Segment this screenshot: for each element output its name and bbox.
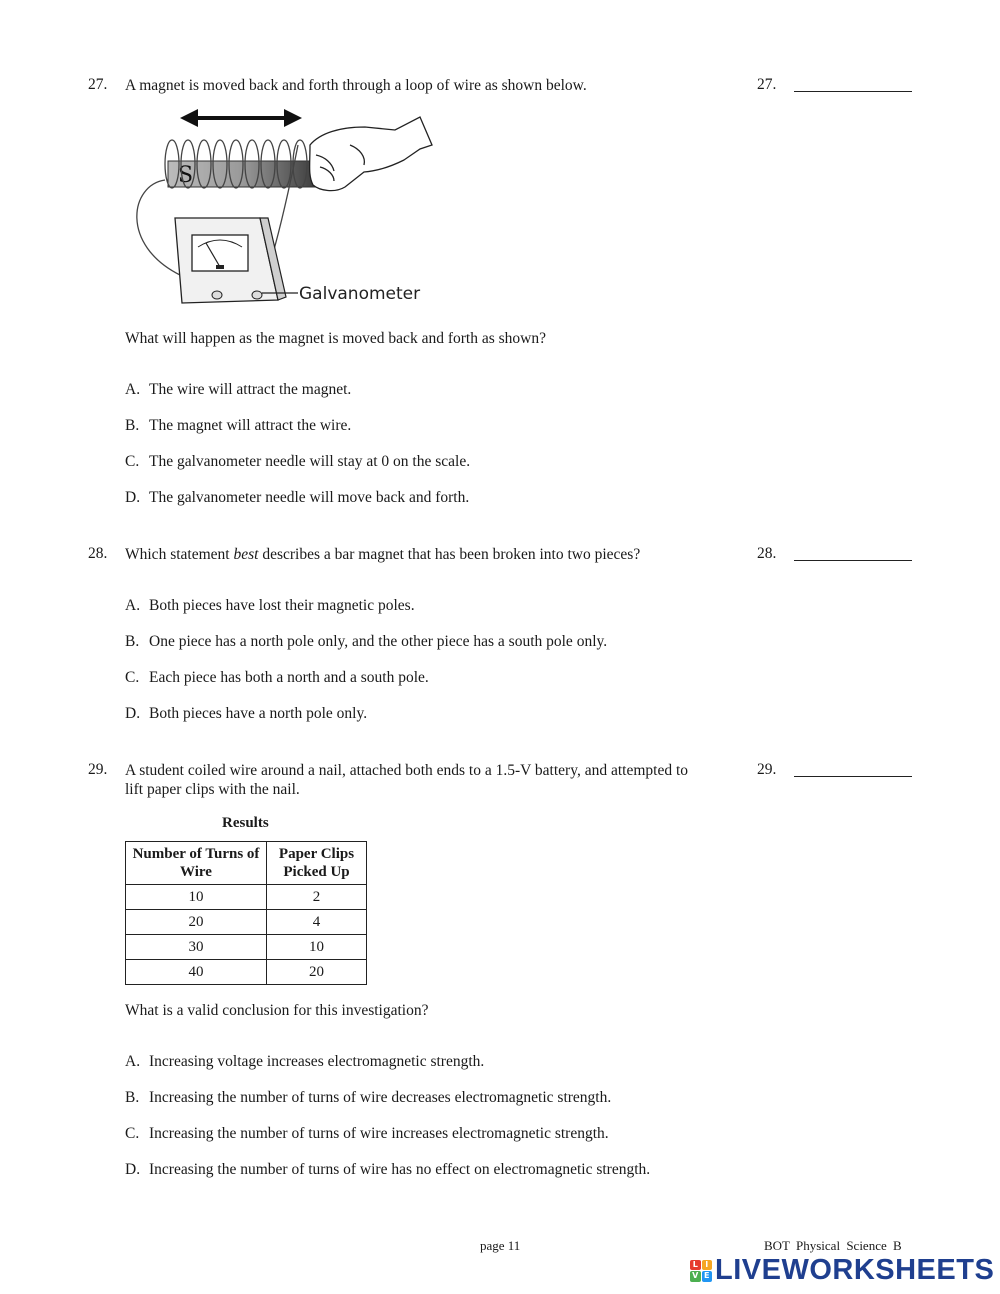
question-27-choice-c[interactable] bbox=[125, 453, 470, 471]
header-turns: Number of Turns of Wire bbox=[126, 842, 267, 885]
choice-letter: B. bbox=[125, 417, 140, 434]
book-title: BOT Physical Science B bbox=[764, 1238, 902, 1253]
hand-icon bbox=[310, 117, 432, 191]
question-29-choice-c[interactable] bbox=[125, 1125, 609, 1143]
choice-letter: A. bbox=[125, 381, 141, 398]
answer-28-blank[interactable] bbox=[794, 546, 912, 561]
answer-27-blank[interactable] bbox=[794, 77, 912, 92]
question-27-number: 27. bbox=[88, 76, 108, 93]
cell-turns: 10 bbox=[126, 885, 267, 910]
logo-tile: L bbox=[690, 1260, 701, 1271]
choice-letter: D. bbox=[125, 1161, 141, 1178]
choice-letter: C. bbox=[125, 1125, 140, 1142]
table-row bbox=[126, 910, 367, 935]
choice-text: Increasing the number of turns of wire has no effect on electromagnetic strength. bbox=[149, 1161, 651, 1178]
magnet-label: S bbox=[178, 163, 194, 188]
question-29-text: A student coiled wire around a nail, attached both ends to a 1.5-V battery, and attempted to lift paper clips with the nail. bbox=[125, 762, 689, 798]
question-28-text-before: Which statement bbox=[125, 546, 234, 563]
answer-28-number: 28. bbox=[757, 545, 777, 562]
liveworksheets-logo-icon bbox=[690, 1260, 712, 1282]
question-28-text bbox=[125, 545, 725, 564]
question-28-text-after: describes a bar magnet that has been broken into two pieces? bbox=[258, 546, 641, 563]
double-arrow-icon bbox=[180, 109, 302, 127]
choice-text: The galvanometer needle will move back and forth. bbox=[149, 489, 470, 506]
choice-letter: D. bbox=[125, 489, 141, 506]
logo-tile: I bbox=[702, 1260, 713, 1271]
question-29-prompt: What is a valid conclusion for this investigation? bbox=[125, 1002, 429, 1019]
choice-letter: B. bbox=[125, 1089, 140, 1106]
liveworksheets-logo[interactable] bbox=[690, 1254, 994, 1287]
cell-clips: 2 bbox=[267, 885, 367, 910]
choice-text: The magnet will attract the wire. bbox=[149, 417, 352, 434]
question-28-text-emphasis: best bbox=[233, 546, 259, 563]
cell-turns: 20 bbox=[126, 910, 267, 935]
choice-letter: A. bbox=[125, 1053, 141, 1070]
choice-letter: B. bbox=[125, 633, 140, 650]
choice-text: Both pieces have a north pole only. bbox=[149, 705, 368, 722]
answer-29-blank[interactable] bbox=[794, 762, 912, 777]
question-28-choice-c[interactable] bbox=[125, 669, 429, 687]
question-28-choice-a[interactable] bbox=[125, 597, 415, 615]
question-27-prompt: What will happen as the magnet is moved back and forth as shown? bbox=[125, 330, 546, 347]
choice-text: Both pieces have lost their magnetic poles. bbox=[149, 597, 415, 614]
choice-text: Increasing the number of turns of wire decreases electromagnetic strength. bbox=[149, 1089, 612, 1106]
cell-clips: 10 bbox=[267, 935, 367, 960]
choice-text: The galvanometer needle will stay at 0 on the scale. bbox=[149, 453, 471, 470]
logo-tile: E bbox=[702, 1271, 713, 1282]
coil-diagram bbox=[120, 105, 440, 310]
table-row bbox=[126, 885, 367, 910]
question-27-choice-a[interactable] bbox=[125, 381, 351, 399]
question-27-text: A magnet is moved back and forth through a loop of wire as shown below. bbox=[125, 77, 587, 94]
question-29-number: 29. bbox=[88, 761, 108, 778]
choice-letter: C. bbox=[125, 669, 140, 686]
choice-text: Increasing the number of turns of wire increases electromagnetic strength. bbox=[149, 1125, 609, 1142]
answer-29-number: 29. bbox=[757, 761, 777, 778]
cell-clips: 4 bbox=[267, 910, 367, 935]
question-28-choice-d[interactable] bbox=[125, 705, 367, 723]
question-28-choice-b[interactable] bbox=[125, 633, 607, 651]
choice-text: Increasing voltage increases electromagnetic strength. bbox=[149, 1053, 485, 1070]
choice-letter: A. bbox=[125, 597, 141, 614]
results-table bbox=[125, 841, 367, 985]
table-row bbox=[126, 935, 367, 960]
magnet-galvanometer-figure bbox=[120, 105, 440, 315]
choice-letter: C. bbox=[125, 453, 140, 470]
choice-text: One piece has a north pole only, and the other piece has a south pole only. bbox=[149, 633, 608, 650]
header-clips: Paper Clips Picked Up bbox=[267, 842, 367, 885]
choice-text: Each piece has both a north and a south pole. bbox=[149, 669, 429, 686]
results-table-title: Results bbox=[222, 815, 269, 831]
cell-turns: 30 bbox=[126, 935, 267, 960]
question-29-choice-b[interactable] bbox=[125, 1089, 611, 1107]
galvanometer-label: Galvanometer bbox=[299, 284, 421, 304]
table-row bbox=[126, 960, 367, 985]
logo-tile: V bbox=[690, 1271, 701, 1282]
page-number: page 11 bbox=[480, 1238, 521, 1253]
question-27-choice-d[interactable] bbox=[125, 489, 469, 507]
cell-clips: 20 bbox=[267, 960, 367, 985]
question-29-choice-d[interactable] bbox=[125, 1161, 650, 1179]
liveworksheets-brand: LIVEWORKSHEETS bbox=[715, 1254, 995, 1286]
choice-text: The wire will attract the magnet. bbox=[149, 381, 352, 398]
question-27-choice-b[interactable] bbox=[125, 417, 351, 435]
choice-letter: D. bbox=[125, 705, 141, 722]
question-28-number: 28. bbox=[88, 545, 108, 562]
question-29-choice-a[interactable] bbox=[125, 1053, 484, 1071]
answer-27-number: 27. bbox=[757, 76, 777, 93]
cell-turns: 40 bbox=[126, 960, 267, 985]
table-header-row bbox=[126, 842, 367, 885]
